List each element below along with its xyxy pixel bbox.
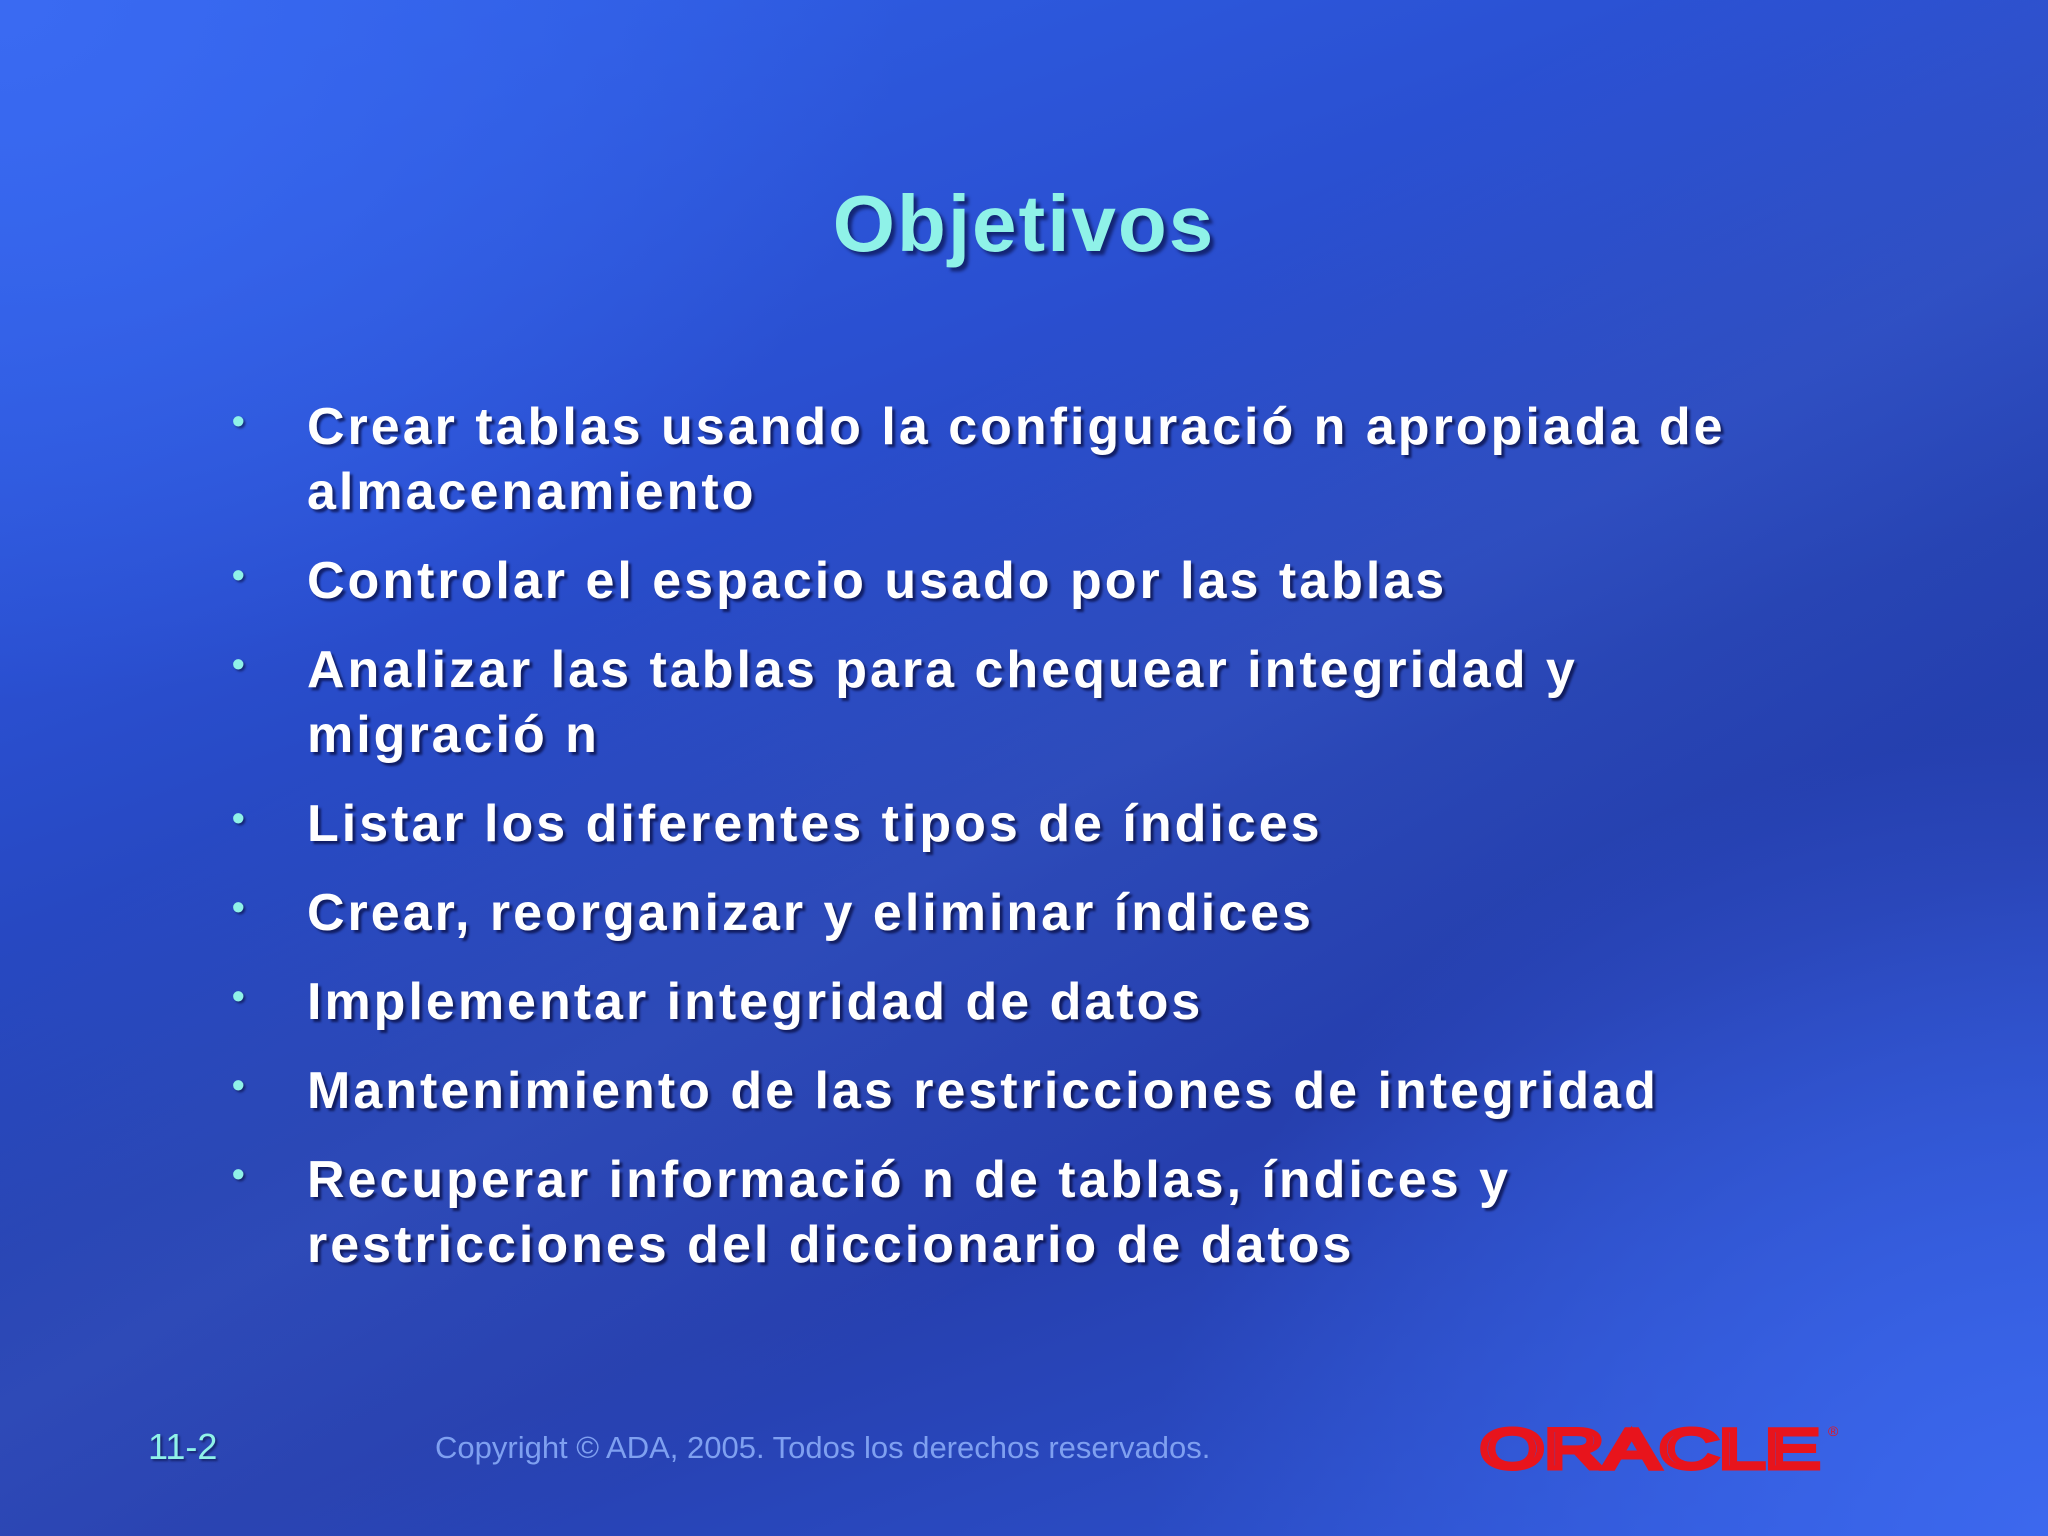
list-item [232, 1059, 1792, 1124]
list-item [232, 881, 1792, 946]
registered-mark: ® [1828, 1423, 1839, 1439]
list-item [232, 395, 1792, 525]
bullet-icon: • [232, 1064, 248, 1105]
list-item [232, 549, 1792, 614]
list-item [232, 1148, 1792, 1278]
objectives-list [232, 395, 1792, 1302]
bullet-icon: • [232, 1153, 248, 1194]
bullet-text: Crear tablas usando la configuració n apropiada de almacenamiento [307, 398, 1726, 521]
bullet-text: Recuperar informació n de tablas, índices y restricciones del diccionario de datos [307, 1151, 1512, 1274]
bullet-icon: • [232, 643, 248, 684]
oracle-logo-text: ORACLE [1480, 1418, 1820, 1476]
bullet-text: Analizar las tablas para chequear integridad y migració n [307, 641, 1578, 764]
bullet-icon: • [232, 554, 248, 595]
bullet-text: Controlar el espacio usado por las tablas [307, 552, 1448, 610]
bullet-text: Listar los diferentes tipos de índices [307, 795, 1323, 853]
bullet-icon: • [232, 400, 248, 441]
bullet-text: Crear, reorganizar y eliminar índices [307, 884, 1314, 942]
slide-title: Objetivos [832, 179, 1216, 268]
bullet-text: Implementar integridad de datos [307, 973, 1204, 1031]
copyright-text: Copyright © ADA, 2005. Todos los derechos reservados. [435, 1430, 1211, 1465]
list-item [232, 792, 1792, 857]
bullet-icon: • [232, 886, 248, 927]
list-item [232, 970, 1792, 1035]
bullet-icon: • [232, 975, 248, 1016]
oracle-logo-icon [1480, 1418, 1850, 1476]
bullet-icon: • [232, 797, 248, 838]
page-number: 11-2 [148, 1426, 218, 1467]
bullet-text: Mantenimiento de las restricciones de integridad [307, 1062, 1659, 1120]
list-item [232, 638, 1792, 768]
